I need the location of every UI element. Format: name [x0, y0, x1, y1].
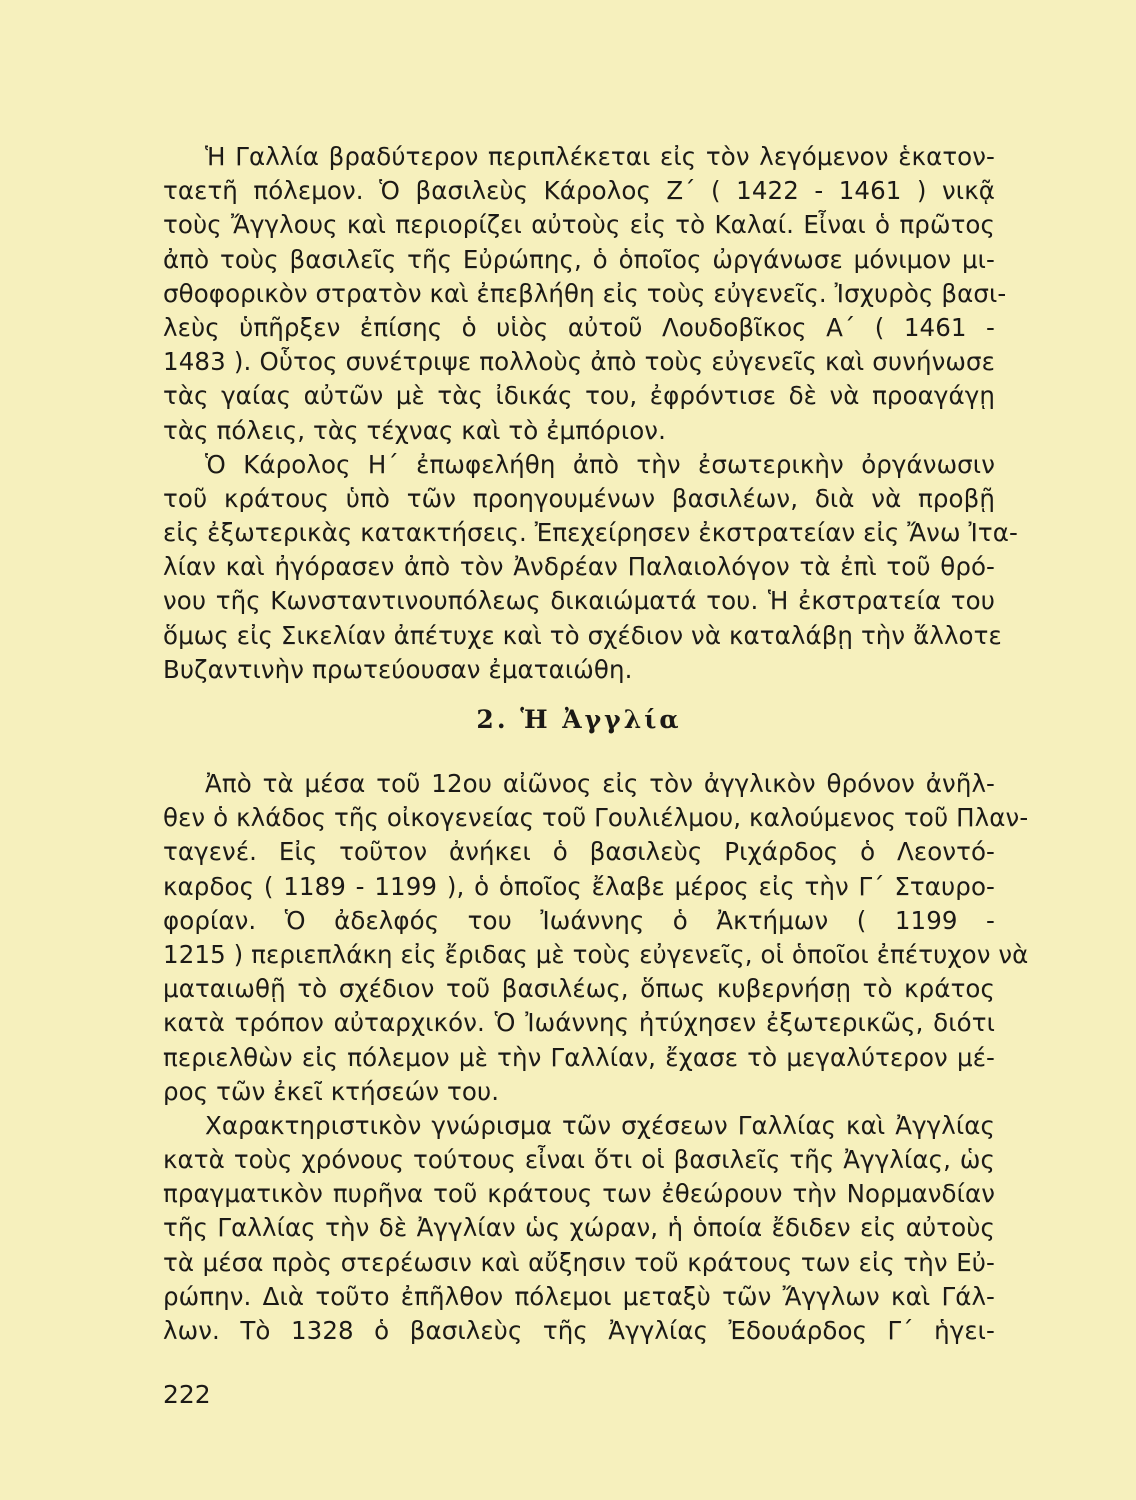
text-line: λεὺς ὑπῆρξεν ἐπίσης ὁ υἱὸς αὐτοῦ Λουδοβῖκος Α΄ ( 1461 -: [163, 312, 995, 342]
text-line: τοὺς Ἄγγλους καὶ περιορίζει αὐτοὺς εἰς τὸ Καλαί. Εἶναι ὁ πρῶτος: [163, 210, 995, 240]
text-line: τοῦ κράτους ὑπὸ τῶν προηγουμένων βασιλέων, διὰ νὰ προβῇ: [163, 483, 995, 513]
text-line: ἀπὸ τοὺς βασιλεῖς τῆς Εὐρώπης, ὁ ὁποῖος ὠργάνωσε μόνιμον μι-: [163, 244, 995, 274]
text-line: κατὰ τοὺς χρόνους τούτους εἶναι ὅτι οἱ βασιλεῖς τῆς Ἀγγλίας, ὡς: [163, 1145, 995, 1175]
text-line: Ὁ Κάρολος Η΄ ἐπωφελήθη ἀπὸ τὴν ἐσωτερικὴν ὀργάνωσιν: [205, 449, 995, 479]
text-line: ταετῆ πόλεμον. Ὁ βασιλεὺς Κάρολος Ζ΄ ( 1422 - 1461 ) νικᾷ: [163, 176, 995, 206]
text-line: σθοφορικὸν στρατὸν καὶ ἐπεβλήθη εἰς τοὺς εὐγενεῖς. Ἰσχυρὸς βασι-: [163, 278, 1007, 308]
text-line: τὰς πόλεις, τὰς τέχνας καὶ τὸ ἐμπόριον.: [163, 415, 666, 445]
page-number: 222: [163, 1380, 211, 1409]
text-line: τὰ μέσα πρὸς στερέωσιν καὶ αὔξησιν τοῦ κράτους των εἰς τὴν Εὐ-: [163, 1247, 995, 1277]
section-england-text: [163, 767, 1029, 1348]
text-line: Χαρακτηριστικὸν γνώρισμα τῶν σχέσεων Γαλλίας καὶ Ἀγγλίας: [205, 1110, 995, 1140]
text-line: πραγματικὸν πυρῆνα τοῦ κράτους των ἐθεώρουν τὴν Νορμανδίαν: [163, 1179, 995, 1209]
text-line: τῆς Γαλλίας τὴν δὲ Ἀγγλίαν ὡς χώραν, ἡ ὁποία ἔδιδεν εἰς αὐτοὺς: [163, 1213, 995, 1243]
text-line: εἰς ἐξωτερικὰς κατακτήσεις. Ἐπεχείρησεν ἐκστρατείαν εἰς Ἄνω Ἰτα-: [163, 518, 1018, 548]
text-line: ρος τῶν ἐκεῖ κτήσεών του.: [163, 1076, 500, 1106]
text-line: θεν ὁ κλάδος τῆς οἰκογενείας τοῦ Γουλιέλμου, καλούμενος τοῦ Πλαν-: [163, 803, 1029, 833]
text-line: κατὰ τρόπον αὐταρχικόν. Ὁ Ἰωάννης ἠτύχησεν ἐξωτερικῶς, διότι: [163, 1008, 995, 1038]
text-line: νου τῆς Κωνσταντινουπόλεως δικαιώματά του. Ἡ ἐκστρατεία του: [163, 586, 995, 616]
text-line: λίαν καὶ ἠγόρασεν ἀπὸ τὸν Ἀνδρέαν Παλαιολόγον τὰ ἐπὶ τοῦ θρό-: [163, 552, 995, 582]
text-line: περιελθὼν εἰς πόλεμον μὲ τὴν Γαλλίαν, ἔχασε τὸ μεγαλύτερον μέ-: [163, 1042, 995, 1072]
text-line: λων. Τὸ 1328 ὁ βασιλεὺς τῆς Ἀγγλίας Ἐδουάρδος Γ΄ ἡγει-: [163, 1316, 995, 1345]
text-line: 1483 ). Οὗτος συνέτριψε πολλοὺς ἀπὸ τοὺς εὐγενεῖς καὶ συνήνωσε: [163, 347, 995, 377]
text-line: Ἀπὸ τὰ μέσα τοῦ 12ου αἰῶνος εἰς τὸν ἀγγλικὸν θρόνον ἀνῆλ-: [205, 769, 995, 798]
text-line: φορίαν. Ὁ ἀδελφός του Ἰωάννης ὁ Ἀκτήμων ( 1199 -: [163, 905, 995, 935]
text-line: καρδος ( 1189 - 1199 ), ὁ ὁποῖος ἔλαβε μέρος εἰς τὴν Γ΄ Σταυρο-: [163, 871, 995, 901]
text-line: Ἡ Γαλλία βραδύτερον περιπλέκεται εἰς τὸν λεγόμενον ἑκατον-: [205, 142, 995, 171]
text-line: ταγενέ. Εἰς τοῦτον ἀνήκει ὁ βασιλεὺς Ριχάρδος ὁ Λεοντό-: [163, 837, 995, 867]
text-line: Βυζαντινὴν πρωτεύουσαν ἐματαιώθη.: [163, 654, 633, 684]
text-line: ματαιωθῇ τὸ σχέδιον τοῦ βασιλέως, ὅπως κυβερνήσῃ τὸ κράτος: [163, 974, 995, 1004]
text-line: τὰς γαίας αὐτῶν μὲ τὰς ἰδικάς του, ἐφρόντισε δὲ νὰ προαγάγῃ: [163, 381, 995, 411]
text-line: 1215 ) περιεπλάκη εἰς ἔριδας μὲ τοὺς εὐγενεῖς, οἱ ὁποῖοι ἐπέτυχον νὰ: [163, 939, 1029, 969]
text-line: ὅμως εἰς Σικελίαν ἀπέτυχε καὶ τὸ σχέδιον νὰ καταλάβῃ τὴν ἄλλοτε: [163, 620, 1002, 650]
section-heading: 2. Ἡ Ἀγγλία: [476, 705, 682, 734]
text-line: ρώπην. Διὰ τοῦτο ἐπῆλθον πόλεμοι μεταξὺ τῶν Ἄγγλων καὶ Γάλ-: [163, 1281, 995, 1311]
section-france-text: [163, 140, 1018, 687]
